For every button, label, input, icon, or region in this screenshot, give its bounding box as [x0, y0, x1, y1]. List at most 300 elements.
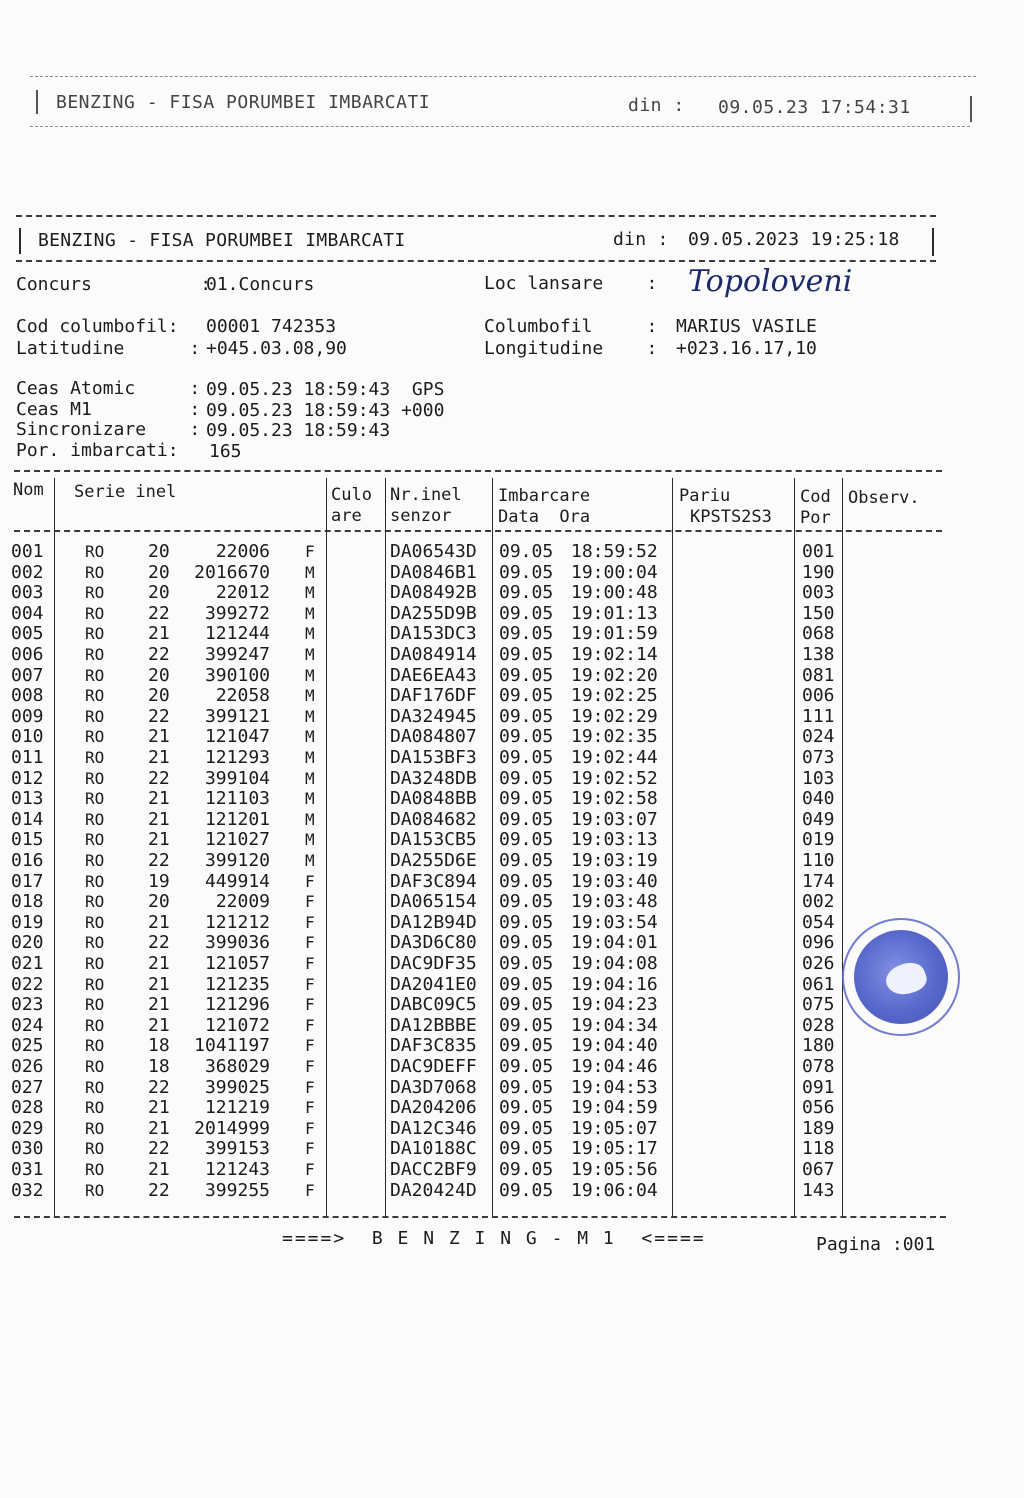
- cell-cod-por: 067: [802, 1159, 835, 1180]
- cell-sex: M: [305, 624, 315, 644]
- cell-year: 21: [148, 1097, 170, 1119]
- cell-date: 09.05: [499, 953, 554, 974]
- longitudine-label: Longitudine :: [484, 338, 658, 359]
- cell-sensor-ring: DA08492B: [390, 582, 477, 604]
- table-row: [0, 563, 940, 584]
- cell-year: 21: [148, 726, 170, 748]
- table-row: [0, 1098, 940, 1119]
- cell-country: RO: [85, 871, 105, 891]
- cell-sex: F: [305, 974, 315, 994]
- cell-nom: 002: [11, 561, 44, 583]
- cell-nom: 008: [11, 685, 44, 707]
- cell-sensor-ring: DA084682: [390, 808, 477, 830]
- cell-sex: F: [305, 1015, 315, 1035]
- cell-sex: F: [305, 995, 315, 1015]
- table-bottom-rule: [14, 1216, 946, 1218]
- th-imbarcare-2: Data Ora: [498, 507, 591, 527]
- table-row: [0, 995, 940, 1016]
- cell-time: 19:02:25: [571, 685, 658, 707]
- table-row: [0, 748, 940, 769]
- cell-year: 20: [148, 685, 170, 707]
- table-row: [0, 1139, 940, 1160]
- cell-ring-number: 399272: [204, 602, 270, 624]
- cell-cod-por: 143: [802, 1179, 835, 1201]
- cell-nom: 030: [11, 1138, 44, 1160]
- cell-country: RO: [85, 789, 105, 809]
- cell-country: RO: [85, 995, 105, 1015]
- header-din-label: din :: [613, 229, 669, 250]
- cell-sex: F: [305, 542, 315, 561]
- cell-country: RO: [85, 851, 105, 870]
- cell-sex: F: [305, 933, 315, 953]
- cell-sex: F: [305, 892, 315, 912]
- cell-country: RO: [85, 974, 105, 994]
- cell-year: 18: [148, 1035, 170, 1057]
- cell-nom: 027: [11, 1076, 44, 1098]
- cell-time: 19:03:40: [571, 870, 658, 892]
- table-row: [0, 913, 940, 934]
- cell-nom: 015: [11, 829, 44, 851]
- cell-time: 19:02:35: [571, 726, 658, 748]
- old-header-right-bar: [970, 96, 972, 122]
- cell-sensor-ring: DA0846B1: [390, 561, 477, 583]
- cell-country: RO: [85, 1098, 105, 1118]
- cell-sensor-ring: DA3D7068: [390, 1076, 477, 1098]
- cell-country: RO: [85, 1118, 105, 1138]
- cell-time: 19:04:46: [571, 1056, 658, 1077]
- th-serie-inel: Serie inel: [74, 482, 177, 502]
- cell-time: 19:04:53: [571, 1076, 658, 1098]
- th-pariu-2: KPSTS2S3: [690, 507, 772, 527]
- cell-time: 19:04:16: [571, 973, 658, 995]
- cell-cod-por: 019: [802, 829, 835, 851]
- cell-year: 20: [148, 582, 170, 604]
- table-row: [0, 707, 940, 728]
- cell-sex: M: [305, 706, 315, 726]
- cell-nom: 023: [11, 994, 44, 1016]
- cell-ring-number: 121212: [204, 911, 270, 933]
- cell-date: 09.05: [499, 561, 554, 583]
- cell-nom: 032: [11, 1179, 44, 1201]
- cell-sensor-ring: DA153CB5: [390, 829, 477, 851]
- cell-time: 19:05:56: [571, 1159, 658, 1180]
- cell-ring-number: 121103: [204, 788, 270, 810]
- ceas-atomic-label: Ceas Atomic :: [16, 378, 201, 399]
- old-header-datetime: 09.05.23 17:54:31: [718, 97, 911, 118]
- cell-country: RO: [85, 830, 105, 850]
- cell-sensor-ring: DA12C346: [390, 1117, 477, 1139]
- cell-time: 19:02:44: [571, 747, 658, 768]
- cell-cod-por: 061: [802, 973, 835, 995]
- table-row: [0, 727, 940, 748]
- cell-sensor-ring: DA324945: [390, 705, 477, 727]
- cell-time: 19:03:19: [571, 850, 658, 871]
- table-row: [0, 1078, 940, 1099]
- cell-nom: 012: [11, 767, 44, 789]
- cell-country: RO: [85, 665, 105, 685]
- cell-nom: 005: [11, 623, 44, 645]
- cell-date: 09.05: [499, 1117, 554, 1139]
- cell-sex: M: [305, 603, 315, 623]
- cell-cod-por: 024: [802, 726, 835, 748]
- table-header-bottom-rule: [14, 530, 942, 532]
- cell-sensor-ring: DAF176DF: [390, 685, 477, 707]
- cell-sensor-ring: DA065154: [390, 891, 477, 913]
- cell-year: 21: [148, 994, 170, 1016]
- cell-ring-number: 399036: [204, 932, 270, 954]
- cell-date: 09.05: [499, 747, 554, 768]
- cell-sensor-ring: DA10188C: [390, 1138, 477, 1160]
- cell-time: 19:04:34: [571, 1014, 658, 1036]
- cell-year: 21: [148, 829, 170, 851]
- header-datetime: 09.05.2023 19:25:18: [688, 229, 900, 250]
- table-row: [0, 604, 940, 625]
- cell-sensor-ring: DA12B94D: [390, 911, 477, 933]
- cell-year: 21: [148, 808, 170, 830]
- club-stamp-seal: [842, 918, 960, 1036]
- cell-date: 09.05: [499, 685, 554, 707]
- cell-country: RO: [85, 603, 105, 623]
- cell-sensor-ring: DA12BBBE: [390, 1014, 477, 1036]
- cell-sensor-ring: DAC9DF35: [390, 953, 477, 974]
- old-header-din-label: din :: [628, 95, 685, 116]
- cell-year: 22: [148, 1076, 170, 1098]
- cell-year: 21: [148, 953, 170, 974]
- cell-country: RO: [85, 1036, 105, 1056]
- cell-country: RO: [85, 1160, 105, 1179]
- table-row: [0, 789, 940, 810]
- cell-year: 18: [148, 1056, 170, 1077]
- cell-time: 19:03:48: [571, 891, 658, 913]
- cell-year: 20: [148, 541, 170, 562]
- cell-sex: M: [305, 851, 315, 870]
- header-right-bar: [932, 228, 934, 256]
- cell-sex: F: [305, 1180, 315, 1200]
- page-number: Pagina :001: [816, 1234, 936, 1255]
- cell-sex: F: [305, 912, 315, 932]
- cell-year: 21: [148, 1117, 170, 1139]
- table-row: [0, 933, 940, 954]
- cell-sex: M: [305, 665, 315, 685]
- table-row: [0, 1119, 940, 1140]
- cell-ring-number: 121057: [204, 953, 270, 974]
- cell-time: 19:02:29: [571, 705, 658, 727]
- table-row: [0, 975, 940, 996]
- cell-sex: M: [305, 686, 315, 706]
- cell-ring-number: 121027: [204, 829, 270, 851]
- cell-country: RO: [85, 686, 105, 706]
- cell-date: 09.05: [499, 850, 554, 871]
- table-row: [0, 1016, 940, 1037]
- cell-cod-por: 040: [802, 788, 835, 810]
- cell-ring-number: 399247: [204, 644, 270, 665]
- cell-date: 09.05: [499, 767, 554, 789]
- cell-year: 20: [148, 891, 170, 913]
- cell-time: 19:04:59: [571, 1097, 658, 1119]
- cell-cod-por: 078: [802, 1056, 835, 1077]
- cod-columbofil-value: 00001 742353: [206, 316, 337, 337]
- cell-time: 19:04:08: [571, 953, 658, 974]
- cell-year: 20: [148, 664, 170, 686]
- cell-sensor-ring: DA255D6E: [390, 850, 477, 871]
- cell-year: 21: [148, 623, 170, 645]
- cell-ring-number: 121244: [204, 623, 270, 645]
- cell-cod-por: 003: [802, 582, 835, 604]
- cell-nom: 029: [11, 1117, 44, 1139]
- cell-sex: M: [305, 727, 315, 747]
- cell-year: 21: [148, 1014, 170, 1036]
- por-imbarcati-label: Por. imbarcati:: [16, 440, 179, 461]
- cell-date: 09.05: [499, 808, 554, 830]
- cell-sensor-ring: DAF3C894: [390, 870, 477, 892]
- table-row: [0, 645, 940, 666]
- header-top-rule: [16, 215, 936, 217]
- cell-cod-por: 073: [802, 747, 835, 768]
- cell-nom: 018: [11, 891, 44, 913]
- columbofil-value: MARIUS VASILE: [676, 316, 817, 337]
- cell-nom: 011: [11, 747, 44, 768]
- cell-country: RO: [85, 562, 105, 582]
- table-row: [0, 851, 940, 872]
- loc-lansare-handwritten: Topoloveni: [688, 264, 853, 299]
- cell-ring-number: 1041197: [194, 1035, 270, 1057]
- cell-time: 19:02:52: [571, 767, 658, 789]
- cell-ring-number: 390100: [204, 664, 270, 686]
- cell-sex: M: [305, 583, 315, 603]
- cell-time: 19:02:14: [571, 644, 658, 665]
- th-observ: Observ.: [848, 488, 920, 508]
- table-row: [0, 1160, 940, 1181]
- table-row: [0, 1057, 940, 1078]
- cell-country: RO: [85, 1057, 105, 1076]
- cell-sex: M: [305, 789, 315, 809]
- cell-nom: 020: [11, 932, 44, 954]
- cell-cod-por: 006: [802, 685, 835, 707]
- cell-time: 19:01:13: [571, 602, 658, 624]
- cell-sensor-ring: DAE6EA43: [390, 664, 477, 686]
- cell-time: 19:04:23: [571, 994, 658, 1016]
- cell-nom: 014: [11, 808, 44, 830]
- cell-date: 09.05: [499, 932, 554, 954]
- header-title: BENZING - FISA PORUMBEI IMBARCATI: [38, 230, 406, 251]
- cell-sex: F: [305, 1057, 315, 1076]
- cell-sensor-ring: DA084914: [390, 644, 477, 665]
- cell-ring-number: 121047: [204, 726, 270, 748]
- cell-cod-por: 174: [802, 870, 835, 892]
- cell-cod-por: 110: [802, 850, 835, 871]
- cell-time: 19:05:17: [571, 1138, 658, 1160]
- cell-country: RO: [85, 706, 105, 726]
- cell-time: 18:59:52: [571, 541, 658, 562]
- cell-date: 09.05: [499, 541, 554, 562]
- cell-ring-number: 399025: [204, 1076, 270, 1098]
- cell-year: 21: [148, 973, 170, 995]
- cell-nom: 016: [11, 850, 44, 871]
- cell-country: RO: [85, 1180, 105, 1200]
- cell-cod-por: 075: [802, 994, 835, 1016]
- cell-ring-number: 2016670: [194, 561, 270, 583]
- cell-country: RO: [85, 892, 105, 912]
- cell-date: 09.05: [499, 705, 554, 727]
- cell-sensor-ring: DA084807: [390, 726, 477, 748]
- cell-ring-number: 399121: [204, 705, 270, 727]
- table-row: [0, 954, 940, 975]
- cell-time: 19:00:04: [571, 561, 658, 583]
- footer-banner: ====> B E N Z I N G - M 1 <====: [282, 1228, 706, 1249]
- cell-cod-por: 103: [802, 767, 835, 789]
- cell-date: 09.05: [499, 664, 554, 686]
- cell-ring-number: 399104: [204, 767, 270, 789]
- cell-cod-por: 138: [802, 644, 835, 665]
- cell-date: 09.05: [499, 1076, 554, 1098]
- cell-year: 22: [148, 767, 170, 789]
- cell-country: RO: [85, 954, 105, 973]
- cell-nom: 024: [11, 1014, 44, 1036]
- cell-ring-number: 121219: [204, 1097, 270, 1119]
- th-nom: Nom: [13, 480, 44, 500]
- cell-cod-por: 091: [802, 1076, 835, 1098]
- cell-time: 19:00:48: [571, 582, 658, 604]
- cell-sensor-ring: DA3248DB: [390, 767, 477, 789]
- cell-sex: M: [305, 830, 315, 850]
- cell-sensor-ring: DAC9DEFF: [390, 1056, 477, 1077]
- cell-year: 21: [148, 911, 170, 933]
- ceas-m1-label: Ceas M1 :: [16, 399, 201, 420]
- ceas-m1-value: 09.05.23 18:59:43 +000: [206, 400, 445, 421]
- cell-ring-number: 121243: [204, 1159, 270, 1180]
- cell-date: 09.05: [499, 1035, 554, 1057]
- cell-ring-number: 121293: [204, 747, 270, 768]
- th-nr-inel-2: senzor: [390, 506, 452, 526]
- cell-country: RO: [85, 933, 105, 953]
- cell-sensor-ring: DA0848BB: [390, 788, 477, 810]
- cell-cod-por: 026: [802, 953, 835, 974]
- cell-year: 22: [148, 602, 170, 624]
- cell-nom: 004: [11, 602, 44, 624]
- th-nr-inel-1: Nr.inel: [390, 485, 462, 505]
- cell-nom: 003: [11, 582, 44, 604]
- cell-time: 19:03:07: [571, 808, 658, 830]
- th-imbarcare-1: Imbarcare: [498, 486, 591, 506]
- table-row: [0, 686, 940, 707]
- cell-date: 09.05: [499, 1138, 554, 1160]
- old-header-bottom-rule: [30, 126, 970, 127]
- old-header-title: BENZING - FISA PORUMBEI IMBARCATI: [56, 92, 431, 113]
- cell-year: 21: [148, 747, 170, 768]
- cod-columbofil-label: Cod columbofil:: [16, 316, 179, 337]
- cell-year: 22: [148, 850, 170, 871]
- cell-date: 09.05: [499, 623, 554, 645]
- th-cod-1: Cod: [800, 487, 831, 507]
- cell-cod-por: 118: [802, 1138, 835, 1160]
- cell-date: 09.05: [499, 1179, 554, 1201]
- cell-time: 19:03:13: [571, 829, 658, 851]
- columbofil-label: Columbofil :: [484, 316, 658, 337]
- header-bottom-rule: [16, 260, 936, 262]
- cell-time: 19:06:04: [571, 1179, 658, 1201]
- table-row: [0, 542, 940, 563]
- cell-nom: 007: [11, 664, 44, 686]
- table-row: [0, 624, 940, 645]
- table-row: [0, 583, 940, 604]
- cell-nom: 013: [11, 788, 44, 810]
- cell-ring-number: 22009: [215, 891, 270, 913]
- cell-year: 21: [148, 788, 170, 810]
- table-row: [0, 872, 940, 893]
- cell-cod-por: 111: [802, 705, 835, 727]
- cell-cod-por: 150: [802, 602, 835, 624]
- th-pariu-1: Pariu: [679, 486, 731, 506]
- cell-time: 19:02:58: [571, 788, 658, 810]
- cell-date: 09.05: [499, 1097, 554, 1119]
- longitudine-value: +023.16.17,10: [676, 338, 817, 359]
- cell-nom: 025: [11, 1035, 44, 1057]
- cell-date: 09.05: [499, 726, 554, 748]
- cell-date: 09.05: [499, 870, 554, 892]
- cell-year: 22: [148, 1138, 170, 1160]
- cell-sensor-ring: DA153BF3: [390, 747, 477, 768]
- cell-year: 22: [148, 705, 170, 727]
- cell-ring-number: 399153: [204, 1138, 270, 1160]
- cell-year: 22: [148, 1179, 170, 1201]
- cell-sensor-ring: DA255D9B: [390, 602, 477, 624]
- cell-sex: F: [305, 1036, 315, 1056]
- table-row: [0, 830, 940, 851]
- table-row: [0, 810, 940, 831]
- loc-lansare-label: Loc lansare :: [484, 273, 658, 294]
- cell-nom: 028: [11, 1097, 44, 1119]
- cell-time: 19:04:40: [571, 1035, 658, 1057]
- cell-time: 19:02:20: [571, 664, 658, 686]
- table-row: [0, 769, 940, 790]
- table-row: [0, 666, 940, 687]
- cell-sex: M: [305, 748, 315, 767]
- cell-sensor-ring: DA06543D: [390, 541, 477, 562]
- cell-country: RO: [85, 748, 105, 767]
- cell-country: RO: [85, 542, 105, 561]
- cell-time: 19:03:54: [571, 911, 658, 933]
- cell-country: RO: [85, 645, 105, 664]
- cell-date: 09.05: [499, 582, 554, 604]
- cell-date: 09.05: [499, 644, 554, 665]
- latitudine-label: Latitudine :: [16, 338, 201, 359]
- cell-country: RO: [85, 583, 105, 603]
- cell-ring-number: 2014999: [194, 1117, 270, 1139]
- cell-date: 09.05: [499, 788, 554, 810]
- cell-sensor-ring: DAF3C835: [390, 1035, 477, 1057]
- sincronizare-label: Sincronizare :: [16, 419, 201, 440]
- cell-year: 19: [148, 870, 170, 892]
- cell-date: 09.05: [499, 602, 554, 624]
- concurs-label: Concurs :: [16, 274, 212, 295]
- cell-date: 09.05: [499, 1159, 554, 1180]
- old-header-top-rule: [30, 76, 976, 77]
- cell-sex: F: [305, 1139, 315, 1159]
- th-culoare-2: are: [331, 506, 362, 526]
- cell-ring-number: 399255: [204, 1179, 270, 1201]
- cell-sensor-ring: DA3D6C80: [390, 932, 477, 954]
- cell-ring-number: 121235: [204, 973, 270, 995]
- cell-sex: F: [305, 1160, 315, 1179]
- cell-sensor-ring: DACC2BF9: [390, 1159, 477, 1180]
- cell-sex: F: [305, 1077, 315, 1097]
- cell-sensor-ring: DA20424D: [390, 1179, 477, 1201]
- cell-sex: F: [305, 1098, 315, 1118]
- cell-year: 20: [148, 561, 170, 583]
- cell-country: RO: [85, 809, 105, 829]
- cell-date: 09.05: [499, 891, 554, 913]
- cell-nom: 017: [11, 870, 44, 892]
